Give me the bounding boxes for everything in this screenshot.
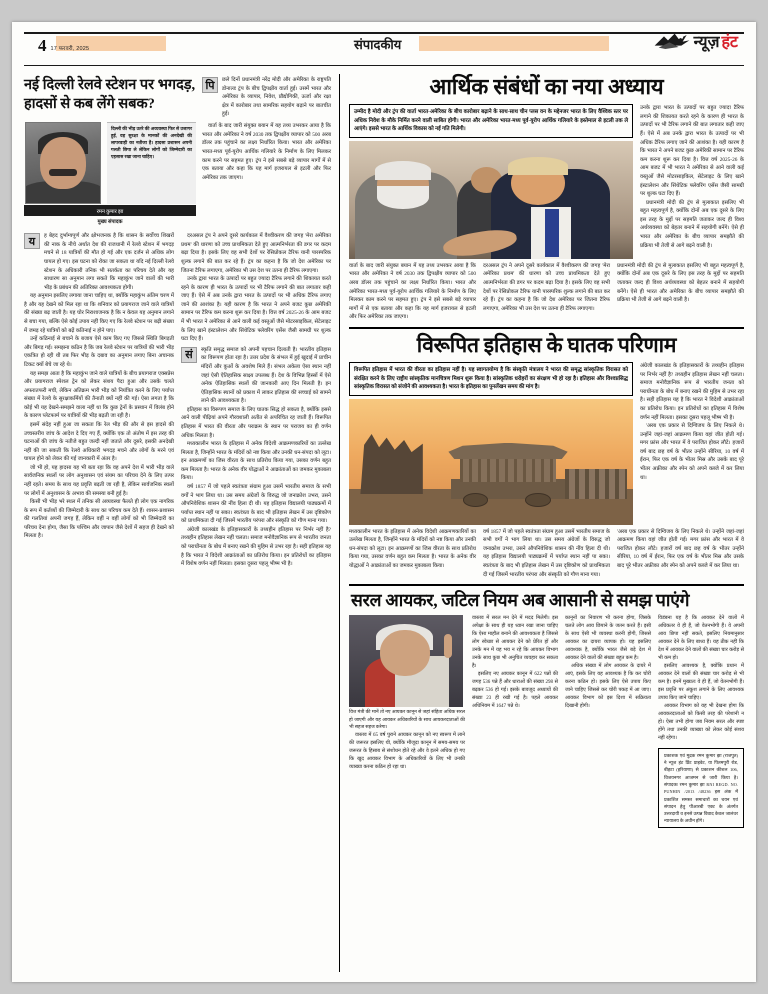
page-body: [24, 74, 744, 972]
section-title: संपादकीय: [354, 37, 402, 52]
author-block: [24, 122, 196, 225]
finance-minister-photo: [349, 615, 463, 707]
page-number-group: [38, 37, 89, 54]
article-one-headline: आर्थिक संबंधों का नया अध्याय: [429, 74, 664, 99]
a3-p-4: विडंबना यह है कि आयकर देने वालों में अधिकतर वे ही हैं, जो वेतनभोगी हैं। वे अपनी आय छिपा नहीं सकते, इसलिए नियमानुसार आयकर देने के लिए बाध्य हैं। यह ठीक नहीं कि देश में आयकर देने वालों की संख्या चार करोड़ से भी कम हो।: [658, 616, 744, 662]
article-one-right-text: [640, 104, 744, 259]
modi-trump-photo: [349, 141, 633, 259]
a1-b-para-1: वार्ता के बाद जारी संयुक्त बयान में यह तथ्य उभरकर आया है कि भारत और अमेरिका ने वर्ष 2030 तक द्विपक्षीय व्यापार को 500 अरब डॉलर तक पहुंचाने का लक्ष्य निर्धारित किया। भारत और अमेरिका भारत-मध्य पूर्व-यूरोप आर्थिक गलियारे के निर्माण के लिए मिलकर काम करने पर सहमत हुए। ट्रंप ने इसे सबसे बड़े व्यापार मार्गों में से एक बताया और कहा कि यह मार्ग इजरायल से इटली और फिर अमेरिका तक जाएगा।: [349, 262, 476, 321]
publication-date: 17 फरवरी, 2025: [50, 46, 90, 52]
article-one-dropcap: पि: [202, 77, 218, 93]
left-text-column-1: [24, 232, 174, 569]
author-pull-quote: दिल्ली की भीड़ उतरे की अव्यवस्था फिर से उजागर हुई, वह सुरक्षा के मानकों की अनदेखी की लापरवाही का नतीजा है। हादसा प्रशासन अपनी गलती छिपा ले लेकिन लोगों को जिम्मेदारी का एहसास रखा जाना चाहिए।: [111, 126, 192, 159]
page-number: 4: [38, 36, 47, 55]
article-two-bottom-columns: [349, 528, 744, 579]
article-two-para-2: मध्यकालीन भारत के इतिहास में अनेक विदेशी आक्रमणकारियों का उल्लेख मिलता है, जिन्होंने भारत के मंदिरों को नष्ट किया और उनकी धन-संपदा को लूटा। इन आक्रमणों का जिस वीरता के साथ प्रतिरोध किया गया, उसका वर्णन बहुत कम मिलता है। भारत के अनेक वीर योद्धाओं ने आक्रांताओं का जमकर मुकाबला किया।: [181, 441, 331, 482]
a2-r-para-5: 'अरब एक प्रकार से दिग्विजय के लिए निकले थे। उन्होंने जहां-जहां आक्रमण किया वहां जीत होती गई। मगर फ्रांस और भारत में वे पराजित होकर लौटे। हजारों वर्ष बाद छह वर्ष के भीतर उन्होंने सीरिया, 10 वर्ष में ईरान, फिर एक वर्ष के भीतर मिस्र और उसके बाद पूरे भीतर अफ्रीका और स्पेन को अपने कब्जे में कर लिया था।: [640, 423, 744, 481]
masthead: [24, 32, 744, 64]
a3-p-3: कानूनों का निवारण भी करना होगा, जिसके चलते लोग आय छिपाने के जतन करते हैं। इसी के साथ ऐसी भी व्यवस्था करनी होगी, जिससे आयकर का दायरा व्यापक हो। यह इसलिए आवश्यक है, क्योंकि भारत जैसे बड़े देश में आयकर देने वालों की संख्या बहुत कम है।: [565, 616, 651, 662]
author-photo: [25, 122, 101, 204]
a3-col-1: [472, 615, 558, 828]
hunting-bird-icon: [652, 30, 692, 52]
article-one-top-row: [349, 104, 744, 259]
left-para-6: किसी भी भीड़ भरे स्थल में तनिक सी अव्यवस्था फैलते ही लोग एक नागरिक के रूप में कर्तव्यों की जिम्मेदारी के साथ का परिचय कम देते हैं। शासन-प्रशासन की गलतियां अपनी जगह हैं, लेकिन वहीं न वहीं लोगों को भी जिम्मेदारी का परिचय देना होगा, जैसा कि पश्चिम और जापान जैसे देशों में सहज ही देखने को मिलता है।: [24, 499, 174, 540]
article-one-lede: उम्मीद है मोदी और ट्रंप की वार्ता भारत-अमेरिका के बीच कारोबार बढ़ाने के साथ-साथ चीन प्लस वन के मद्देनजर भारत के लिए वैश्विक स्तर पर अधिक निवेश के मौके निर्मित करने वाली साबित होगी। भारत और अमेरिका भारत-मध्य पूर्व-यूरोप आर्थिक गलियारे के इस्तेमाल से इटली तक ले आएंगे। इससे भारत के आर्थिक विकास को नई गति मिलेगी।: [349, 104, 633, 138]
date-band-right: [419, 36, 609, 51]
article-two-left-block: [349, 362, 633, 525]
left-para-0: ह बेहद दुर्भाग्यपूर्ण और क्षोभजनक है कि शासन के सर्वोच्च शिखरों की नाक के नीचे अर्थात देश की राजधानी में रेलवे स्टेशन में भगदड़ मचने से 18 यात्रियों की मौत हो गई और एक दर्जन से अधिक लोग घायल हो गए। इस घटना को रोका जा सकता था यदि नई दिल्ली रेलवे स्टेशन के अधिकारी तनिक भी सतर्कता का परिचय देते और यह साधारण सा अनुमान लगा सकते कि महाकुंभ जाने वालों की भारी भीड़ के प्रबंधन की अतिरिक्त आवश्यकता होगी।: [44, 233, 174, 291]
a3-p-6: अधिक संख्या में लोग आयकर के दायरे में आएं, इसके लिए यह आवश्यक है कि कर चोरी करना कठिन हो। इसके लिए ऐसे उपाय किए जाने चाहिए जिससे कर चोरी पकड़ में आ जाए। आयकर विभाग को इस दिशा में सक्रियता दिखानी होगी।: [565, 664, 651, 710]
article-one-para-3-dup: उनके द्वारा भारत के उत्पादों पर बहुत ज्यादा टैरिफ लगाने की शिकायत करते रहने के कारण ही भारत के उत्पादों पर भी टैरिफ लगाने की बात लगातार कही जाए हैं। ऐसे में अब उनके द्वारा भारत के उत्पादों पर भी अधिक टैरिफ लगाए जाने की आशंका है। यही कारण है कि भारत ने अपने बजट कुछ अमेरिकी सामान पर टैरिफ कम करना शुरू कर दिया है। वित्त वर्ष 2025-26 के आम बजट में भी भारत ने अमेरिका से आने वाली कई वस्तुओं जैसे मोटरसाइकिल, सेटेलाइट के लिए खाने इंस्टालेशन और सिंथेटिक फ्लेवरिंग एसेंस जैसी सामग्री पर शुल्क घटा दिए हैं।: [640, 105, 744, 198]
article-two: [349, 333, 744, 579]
a3-col-2: [565, 615, 651, 828]
brand-name-part1: न्यूज़: [693, 34, 720, 51]
article-three-columns: [349, 615, 744, 828]
article-two-para-1: इतिहास का विरूपण समाज के लिए घातक सिद्ध हो सकता है, क्योंकि इससे आने वाली पीढ़ियां अपने गौरवशाली अतीत से अपरिचित रह जाती हैं। विरूपित इतिहास में भारत की वीरता और पराक्रम के स्थान पर पराजय का ही वर्णन अधिक मिलता है।: [181, 406, 331, 439]
left-article-dropcap: य: [24, 233, 40, 249]
author-pull-quote-box: [107, 122, 196, 204]
article-three-photo-block: [349, 615, 465, 828]
article-one-para-2: दरअसल ट्रंप ने अपने दूसरे कार्यकाल में वैश्वीकरण की जगह 'मेरा अमेरिका प्रथम' की धारणा को उच्च प्राथमिकता देते हुए आत्मनिर्भरता की डगर पर कदम बढ़ा दिया है। इसके लिए वह सभी देशों पर रेसिप्रोकल टैरिफ यानी पारस्परिक शुल्क लगाने की बात कर रहे हैं। ट्रंप का कहना है कि जो देश अमेरिका पर जितना टैरिफ लगाएगा, अमेरिका भी उस देश पर उतना ही टैरिफ लगाएगा।: [181, 233, 331, 274]
brand-logo[interactable]: [652, 30, 738, 52]
left-para-3: यह समझ आता है कि महाकुंभ जाने वाले यात्रियों के बीच प्रयागराज एक्सप्रेस और प्रयागराज स्पेशल ट्रेन को लेकर संशय पैदा हुआ और उसके चलते अफरातफरी मची, लेकिन अतिक्रम भारी भीड़ को नियंत्रित करने के लिए पर्याप्त संख्या में रेलवे के सुरक्षाकर्मियों की तैनाती क्यों नहीं की गई। ऐसा लगता है कि कोई भी यह देखने-समझने वाला नहीं था कि कुछ ट्रेनों के प्रस्थान में विलंब होने के कारण प्लेटफार्म पर यात्रियों की भीड़ बढ़ती जा रही है।: [24, 370, 174, 420]
left-para-1: यह अनुमान इसलिए लगाया जाना चाहिए था, क्योंकि महाकुंभ अंतिम चरण में है और यह देखने को मिल रहा था कि शनिवार को प्रयागराज जाने वाले यात्रियों की संख्या बढ़ जाती है। यह घोर निराशाजनक है कि न केवल यह अनुमान लगाने से बचा गया, बल्कि ऐसे कोई उपाय नहीं किए गए कि रेलवे स्टेशन पर बढ़ी संख्या में जमड़ रहे यात्रियों को बढ़ें कतिनाई न होने पाए।: [24, 293, 174, 334]
a2-col-2: [483, 528, 610, 579]
a1-b-para-4: प्रधानमंत्री मोदी की ट्रंप से मुलाकात इसलिए भी बहुत महत्वपूर्ण है, क्योंकि दोनों अब एक दूसरे के लिए इस तरह के मुद्दों पर सहमति जताकर जल्द ही विश्व अर्थव्यवस्था को बेहतर बनाने में सहयोगी बनेंगे। ऐसे ही भारत और अमेरिका के बीच व्यापार समझौते की प्रक्रिया भी तेजी से आगे बढ़ने वाली है।: [617, 262, 744, 304]
author-role: मुख्य संपादक: [97, 219, 123, 226]
a3-col-3: [658, 615, 744, 828]
imprint-box: [658, 748, 744, 828]
left-text-column-2: [181, 232, 331, 569]
article-two-para-3: वर्ष 1857 में जो पहले स्वतंत्रता संग्राम हुआ उसमें भारतीय समाज के सभी वर्गों ने भाग लिया था। उस समय अंग्रेजों के विरुद्ध जो जनाक्रोश उभरा, उसने औपनिवेशिक शासन की नींव हिला दी थी। यह इतिहास विद्यालयी पाठ्यक्रमों में पर्याप्त स्थान नहीं पा सका। स्वतंत्रता के बाद भी इतिहास लेखन में उस दृष्टिकोण को प्राथमिकता दी गई जिसमें भारतीय परंपरा और संस्कृति को गौण माना गया।: [181, 484, 331, 525]
imprint-text: प्रकाशक एवं मुद्रक रमन कुमार झा (राजपुत) ने न्यूज हंट प्रिंट प्राइवेट, या पितमपुरी रोड, बीहटा (हरियाणा) से प्रकाशन कीशल 106, विजयनगर आजमन से जारी किया है। संपादकः रमन कुमार झा: [664, 753, 738, 787]
a3-p-1: वास्तव में 65 वर्ष पुराने आयकर कानून को नए स्वरूप में लाने की जरूरत इसलिए थी, क्योंकि मौजूदा कानून में समय-समय पर जरूरत के हिसाब से संशोधन होते रहे और वे इतने अधिक हो गए कि खुद आयकर विभाग के अधिकारियों के लिए भी उनकी व्याख्या करना कठिन हो रहा था।: [349, 732, 465, 770]
article-one-lead-block: [202, 76, 331, 119]
article-one-left-block: [349, 104, 633, 259]
article-two-lede: विरूपित इतिहास में भारत की वीरता का इतिहास नहीं है। यह स्वागतयोग्य है कि संस्कृति मंत्रालय ने भारत की समृद्ध सांस्कृतिक विरासत को संरक्षित करने के लिए राष्ट्रीय सांस्कृतिक मानचित्रण मिशन शुरू किया है। सांस्कृतिक धरोहरों का संरक्षण भी हो रहा है। इतिहास और विश्वप्रसिद्ध सांस्कृतिक विरासत को संजोने की आवश्यकता है। भारत के इतिहास का पुनर्लेखन समय की मांग है।: [349, 362, 633, 396]
article-two-para-0: स्कृति समृद्ध समाज को अपनी पहचान दिलाती है। भारतीय इतिहास का विरूपण होता रहा है। उत्तर प्रदेश के संभल में हुई खुदाई में प्राचीन मंदिरों और कुओं के अवशेष मिले हैं। संभल अकेला ऐसा स्थान नहीं जहां ऐसी ऐतिहासिक साक्ष्य उपलब्ध हैं। देश के विभिन्न हिस्सों में ऐसे अनेक ऐतिहासिक स्थलों की जानकारी आए दिन मिलती है। इन ऐतिहासिक स्थानों को प्रकाश में लाकर इतिहास की सच्चाई को सामने लाने की आवश्यकता है।: [201, 346, 331, 405]
article-three-photo-caption: वित्त मंत्री की मानें तो नए आयकर कानून से जहां संहिता अधिक सरल हो जाएगी और यह आयकर अधिकारियों के साथ आयकरदाताओं की भी सहज सहज करेगा।: [349, 710, 465, 731]
imprint-registration: RNI REGD. NO. PUNHIN /2013 /48236: [664, 781, 738, 795]
left-article-text-columns: [24, 232, 331, 569]
masthead-top-rule: [24, 32, 744, 34]
article-two-headline: विरूपित इतिहास के घातक परिणाम: [416, 332, 677, 357]
left-para-5: जो भी हो, यह हादसा यह भी बता रहा कि वह अपने देश में भारी भीड़ वाले सार्वजनिक स्थलों पर लोग अनुशासन एवं संयम का परिचय देने के लिए तत्पर नहीं रहते। समय के साथ यह प्रवृत्ति बढ़ती जा रही है, लेकिन सार्वजनिक स्थलों पर लोगों में अनुशासन के अभाव की समस्या बनी हुई है।: [24, 464, 174, 497]
a3-p-2: इसलिए नए आयकर कानून में 622 पन्नों की जगह 536 पन्ने हैं और धाराओं की संख्या 298 से बढ़कर 536 हो गई। इसके बावजूद अध्यायों की संख्या 23 ही रखी गई है। पहले आयकर अधिनियम में 1647 पन्ने थे।: [472, 672, 558, 710]
article-two-top-row: [349, 362, 744, 525]
masthead-bottom-rule: [24, 65, 744, 67]
a1-b-para-2: दरअसल ट्रंप ने अपने दूसरे कार्यकाल में वैश्वीकरण की जगह 'मेरा अमेरिका प्रथम' की धारणा को उच्च प्राथमिकता देते हुए आत्मनिर्भरता की डगर पर कदम बढ़ा दिया है। इसके लिए वह सभी देशों पर रेसिप्रोकल टैरिफ यानी पारस्परिक शुल्क लगाने की बात कर रहे हैं। ट्रंप का कहना है कि जो देश अमेरिका पर जितना टैरिफ लगाएगा, अमेरिका भी उस देश पर उतना ही टैरिफ लगाएगा।: [483, 262, 610, 312]
a1-col-3: [617, 262, 744, 322]
author-name: रमन कुमार झा: [24, 205, 196, 216]
a3-p-0: वास्तव में सरल मन देने में मदद मिलेगी। इस अपेक्षा के साथ ही यह ध्यान रखा जाना चाहिए कि ऐसा माहौल बनाने की आवश्यकता है जिससे लोग स्वेच्छा से आयकर देने को प्रेरित हों और उनके मन में यह भय न रहे कि आयकर विभाग उनके साथ कुछ भी अनुचित व्यवहार कर सकता है।: [472, 616, 558, 670]
left-editorial-column: [24, 74, 340, 972]
a1-col-2: [483, 262, 610, 322]
article-one: [349, 74, 744, 322]
article-one-para-1: वार्ता के बाद जारी संयुक्त बयान में यह तथ्य उभरकर आया है कि भारत और अमेरिका ने वर्ष 2030 तक द्विपक्षीय व्यापार को 500 अरब डॉलर तक पहुंचाने का लक्ष्य निर्धारित किया। भारत और अमेरिका भारत-मध्य पूर्व-यूरोप आर्थिक गलियारे के निर्माण के लिए मिलकर काम करने पर सहमत हुए। ट्रंप ने इसे सबसे बड़े व्यापार मार्गों में से एक बताया और कहा कि यह मार्ग इजरायल से इटली और फिर अमेरिका तक जाएगा।: [202, 123, 331, 181]
article-one-para-0: छले दिनों प्रधानमंत्री नरेंद्र मोदी और अमेरिका के राष्ट्रपति डोनाल्ड ट्रंप के बीच द्विपक्षीय वार्ता हुई। उसमें भारत और अमेरिका के व्यापार, निवेश, प्रौद्योगिकी, ऊर्जा और रक्षा क्षेत्र में कारोबार तथा सामरिक सहयोग बढ़ाने पर बातचीत हुई।: [222, 77, 331, 118]
a2-b-para-3: वर्ष 1857 में जो पहले स्वतंत्रता संग्राम हुआ उसमें भारतीय समाज के सभी वर्गों ने भाग लिया था। उस समय अंग्रेजों के विरुद्ध जो जनाक्रोश उभरा, उसने औपनिवेशिक शासन की नींव हिला दी थी। यह इतिहास विद्यालयी पाठ्यक्रमों में पर्याप्त स्थान नहीं पा सका। स्वतंत्रता के बाद भी इतिहास लेखन में उस दृष्टिकोण को प्राथमिकता दी गई जिसमें भारतीय परंपरा और संस्कृति को गौण माना गया।: [483, 528, 610, 578]
left-article-lead-block: [24, 232, 174, 292]
a2-col-1: [349, 528, 476, 579]
imprint-text-2: इस अंक में प्रकाशित समस्त समाचारों का चयन एवं संपादन हेतु पीआरबी एक्ट के अंतर्गत उत्तरदायी व इनसे उत्पन्न विवाद केवल जालंधर न्यायालय के अधीन होंगे।: [664, 789, 738, 824]
a1-col-1: [349, 262, 476, 322]
article-two-lead-block: [181, 346, 331, 406]
article-three: [349, 590, 744, 828]
article-two-para-4: अंग्रेजी कालखंड के इतिहासकारों के तथ्यहीन इतिहास पर निर्भर नहीं है? तथ्यहीन इतिहास लेखन नहीं चलता। समाज मनोवैज्ञानिक रूप से भारतीय जनता को पराधीनता के बोध में बनाए रखने की मुहिम से उभर रहा है। सही इतिहास यह है कि भारत ने विदेशी आक्रांताओं का प्रतिरोध किया। इन प्रतिरोधों का इतिहास में विशेष वर्णन नहीं मिलता। इसका दूसरा पहलू भीष्म भी है।: [181, 526, 331, 568]
a2-b-para-2: मध्यकालीन भारत के इतिहास में अनेक विदेशी आक्रमणकारियों का उल्लेख मिलता है, जिन्होंने भारत के मंदिरों को नष्ट किया और उनकी धन-संपदा को लूटा। इन आक्रमणों का जिस वीरता के साथ प्रतिरोध किया गया, उसका वर्णन बहुत कम मिलता है। भारत के अनेक वीर योद्धाओं ने आक्रांताओं का जमकर मुकाबला किया।: [349, 528, 476, 569]
left-para-2: उन्हें कठिनाई से बचाने के बजाय ऐसे काम किए गए जिससे स्थिति बिगड़ती और बिगड़ गई। समझना कठिन है कि जब रेलवे स्टेशन पर यात्रियों की भारी भीड़ एकत्रित हो रही थी तब फिर भीड़ के दबाव का अनुमान लगाए बिना अचानक टिकट क्यों बेचे जा रहे थे।: [24, 336, 174, 368]
a3-p-5: इसलिए आवश्यक है, क्योंकि प्रधान में आयकर देने वालों की संख्या चार करोड़ से भी कम है। इनमें मुख्यतः वे ही हैं, जो वेतनभोगी हैं। इस प्रवृत्ति पर अंकुश लगाने के लिए आवश्यक उपाय किए जाने चाहिए।: [658, 664, 744, 702]
left-article-headline: नई दिल्ली रेलवे स्टेशन पर भगदड़, हादसों से कब लेंगे सबक?: [24, 77, 196, 113]
article-one-bottom-columns: [349, 262, 744, 322]
article-divider-1: [349, 327, 744, 329]
article-two-right-text: [640, 362, 744, 525]
article-one-para-4: प्रधानमंत्री मोदी की ट्रंप से मुलाकात इसलिए भी बहुत महत्वपूर्ण है, क्योंकि दोनों अब एक दूसरे के लिए इस तरह के मुद्दों पर सहमति जताकर जल्द ही विश्व अर्थव्यवस्था को बेहतर बनाने में सहयोगी बनेंगे। ऐसे ही भारत और अमेरिका के बीच व्यापार समझौते की प्रक्रिया भी तेजी से आगे बढ़ने वाली है।: [640, 199, 744, 249]
article-divider-2: [349, 584, 744, 586]
article-three-headline: सरल आयकर, जटिल नियम अब आसानी से समझ पाएंगे: [351, 590, 690, 611]
brand-name-part2: हंट: [721, 34, 738, 51]
a2-b-para-5: 'अरब एक प्रकार से दिग्विजय के लिए निकले थे। उन्होंने जहां-जहां आक्रमण किया वहां जीत होती गई। मगर फ्रांस और भारत में वे पराजित होकर लौटे। हजारों वर्ष बाद छह वर्ष के भीतर उन्होंने सीरिया, 10 वर्ष में ईरान, फिर एक वर्ष के भीतर मिस्र और उसके बाद पूरे भीतर अफ्रीका और स्पेन को अपने कब्जे में कर लिया था।: [617, 528, 744, 569]
newspaper-page: [12, 22, 756, 982]
a2-col-3: [617, 528, 744, 579]
right-main-column: [340, 74, 744, 972]
a3-p-7: आयकर विभाग को यह भी देखना होगा कि आयकरदाताओं को किसी तरह की परेशानी न हो। ऐसा तभी होगा जब नियम सरल और स्पष्ट होंगे तथा उनकी व्याख्या को लेकर कोई संशय नहीं रहेगा।: [658, 704, 744, 742]
a2-r-para-4: अंग्रेजी कालखंड के इतिहासकारों के तथ्यहीन इतिहास पर निर्भर नहीं है? तथ्यहीन इतिहास लेखन नहीं चलता। समाज मनोवैज्ञानिक रूप से भारतीय जनता को पराधीनता के बोध में बनाए रखने की मुहिम से उभर रहा है। सही इतिहास यह है कि भारत ने विदेशी आक्रांताओं का प्रतिरोध किया। इन प्रतिरोधों का इतिहास में विशेष वर्णन नहीं मिलता। इसका दूसरा पहलू भीष्म भी है।: [640, 363, 744, 421]
left-para-4: इसमें संदेह नहीं हुआ जा सकता कि रेल भीड़ की और से इस हादसे की उच्चस्तरीय जांच के आदेश दे दिए गए हैं, क्योंकि एक तो अंतोष में इस तरह की घटनाओं की जांच के नतीजे बहुत जल्दी नहीं जताते और दूसरे, इसकी अनदेखी नहीं की जा सकती कि रेलवे अधिकारी भगदड़ मचने और लोगों के मरने एवं घायल होने को लेकर की गई जानकारी में अंतर है।: [24, 421, 174, 463]
article-one-para-3: उनके द्वारा भारत के उत्पादों पर बहुत ज्यादा टैरिफ लगाने की शिकायत करते रहने के कारण ही भारत के उत्पादों पर भी टैरिफ लगाने की बात लगातार कही जाए हैं। ऐसे में अब उनके द्वारा भारत के उत्पादों पर भी अधिक टैरिफ लगाए जाने की आशंका है। यही कारण है कि भारत ने अपने बजट कुछ अमेरिकी सामान पर टैरिफ कम करना शुरू कर दिया है। वित्त वर्ष 2025-26 के आम बजट में भी भारत ने अमेरिका से आने वाली कई वस्तुओं जैसे मोटरसाइकिल, सेटेलाइट के लिए खाने इंस्टालेशन और सिंथेटिक फ्लेवरिंग एसेंस जैसी सामग्री पर शुल्क घटा दिए हैं।: [181, 276, 331, 343]
hampi-stone-chariot-photo: [349, 399, 633, 525]
article-two-dropcap: सं: [181, 347, 197, 363]
